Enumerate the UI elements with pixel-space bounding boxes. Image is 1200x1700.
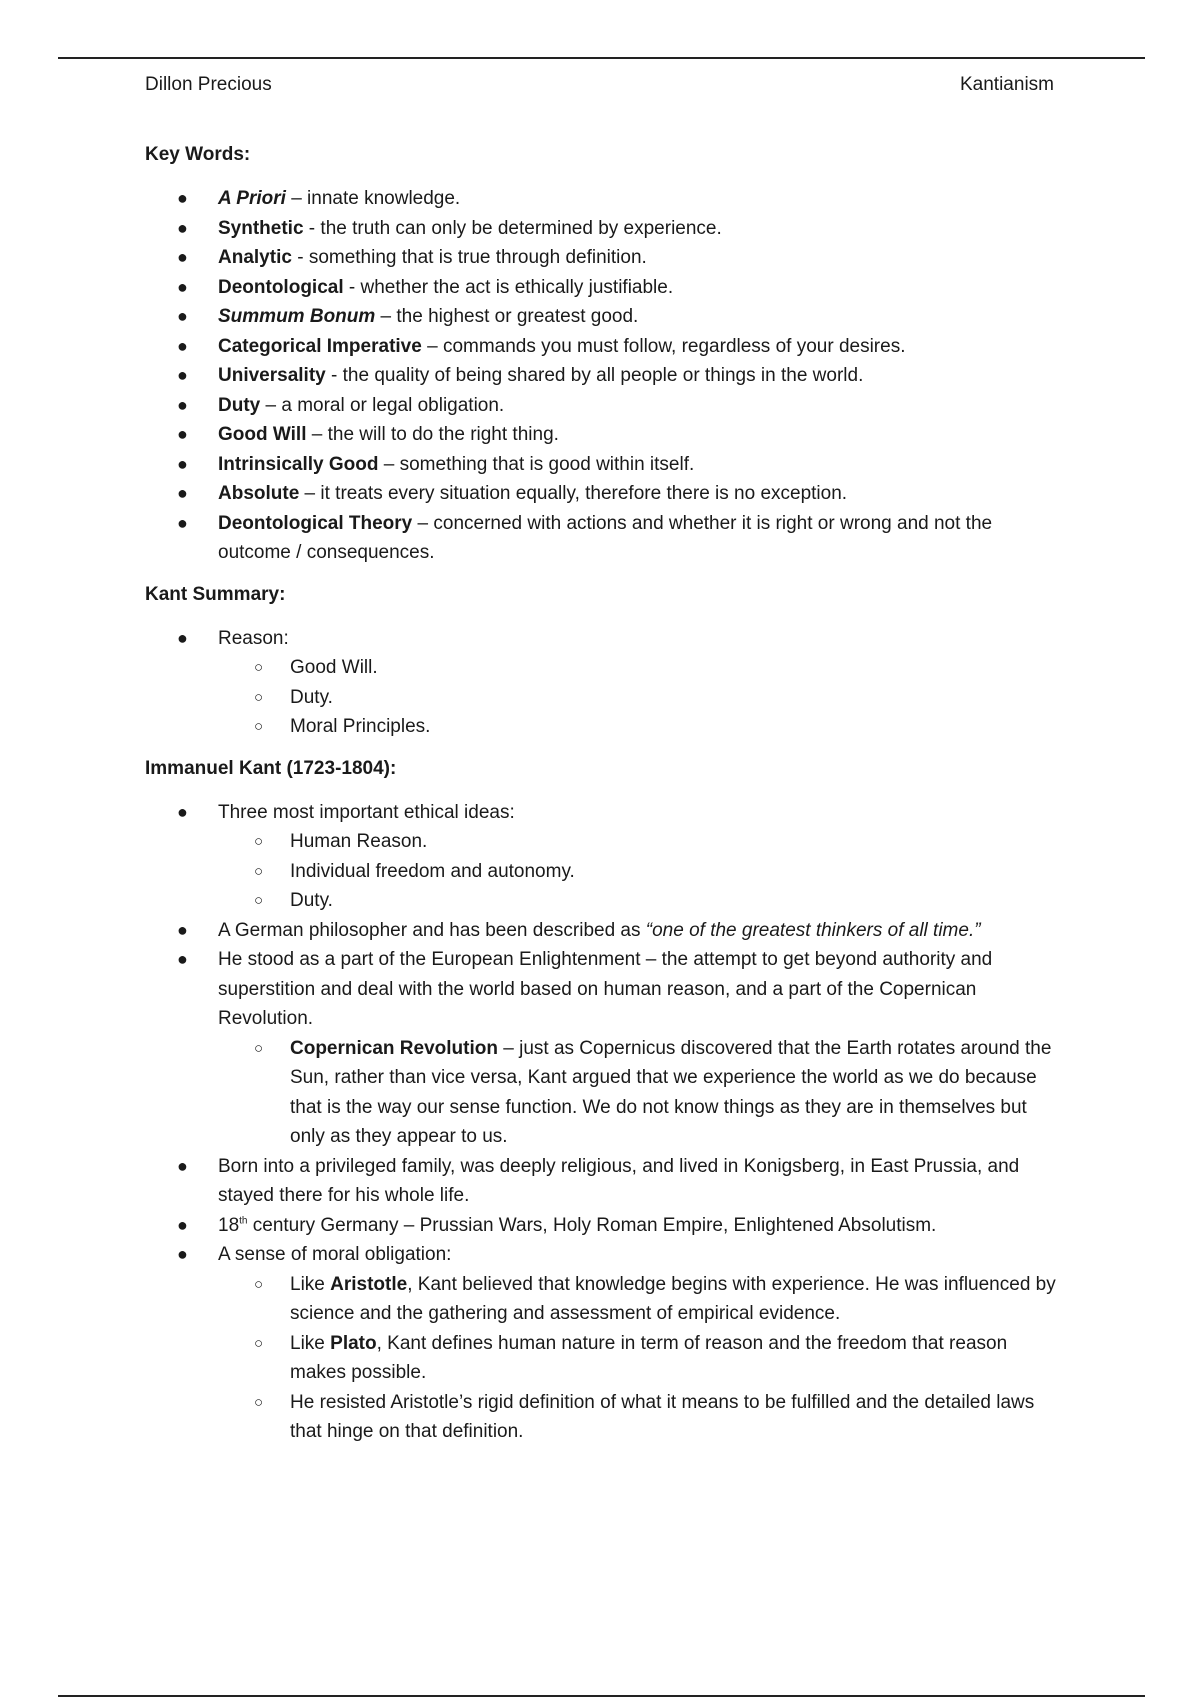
sub-list-item: ○ Human Reason.: [254, 831, 428, 852]
moral-sublist: [218, 1270, 1060, 1447]
kant-summary-list: [145, 624, 1060, 742]
sub-list-item: ○ Individual freedom and autonomy.: [254, 860, 575, 882]
sub-list-item: ○ He resisted Aristotle’s rigid definition of what it means to be fulfilled and the detailed laws that hinge on that definition.: [254, 1391, 1035, 1442]
reason-sublist: [218, 653, 1060, 742]
document-topic: Kantianism: [960, 74, 1054, 95]
list-item: ● Categorical Imperative – commands you must follow, regardless of your desires.: [177, 335, 906, 357]
sub-list-item: ○ Copernican Revolution – just as Copernicus discovered that the Earth rotates around the Sun, rather than vice versa, Kant argued that we experience the world as we do because that is the way our sense function. We do not know things as they are in themselves but only as they appear to us.: [254, 1037, 1052, 1147]
immanuel-kant-list: [145, 798, 1060, 1447]
list-item: ● He stood as a part of the European Enlightenment – the attempt to get beyond authority and superstition and deal with the world based on human reason, and a part of the Copernican Revolution. ○ Copernican Revolution – just as Copernicus discovered that the Earth rotates around the Sun, rather than vice versa, Kant argued that we experience the world as we do because that is the way our sense function. We do not know things as they are in themselves but only as they appear to us.: [145, 945, 1060, 1152]
list-item: ● Born into a privileged family, was deeply religious, and lived in Konigsberg, in East Prussia, and stayed there for his whole life.: [177, 1155, 1020, 1206]
list-item: ● Analytic - something that is true through definition.: [177, 247, 647, 268]
list-item: ● Reason: ○ Good Will. ○ Duty. ○ Moral Principles.: [145, 624, 1060, 742]
ideas-sublist: [218, 827, 1060, 916]
list-item: ● Deontological - whether the act is ethically justifiable.: [177, 276, 674, 298]
list-item: ● Deontological Theory – concerned with actions and whether it is right or wrong and not the outcome / consequences.: [177, 512, 993, 563]
list-item: ● Universality - the quality of being shared by all people or things in the world.: [177, 365, 864, 386]
sub-list-item: ○ Duty.: [254, 686, 333, 708]
list-item: ● Good Will – the will to do the right thing.: [177, 424, 559, 445]
sub-list-item: ○ Duty.: [254, 890, 333, 911]
list-item: ● Three most important ethical ideas: ○ Human Reason. ○ Individual freedom and autonomy. ○ Duty.: [145, 798, 1060, 916]
copernican-sublist: [218, 1034, 1060, 1152]
author-name: Dillon Precious: [145, 74, 272, 95]
key-words-heading: Key Words:: [145, 144, 251, 165]
list-item: ● Duty – a moral or legal obligation.: [177, 394, 505, 416]
list-item: ● Summum Bonum – the highest or greatest good.: [177, 306, 639, 327]
kant-summary-heading: Kant Summary:: [145, 583, 286, 605]
immanuel-kant-heading: Immanuel Kant (1723-1804):: [145, 757, 397, 779]
sub-list-item: ○ Moral Principles.: [254, 716, 431, 737]
header-rule: [58, 57, 1145, 59]
document-body: [145, 140, 1060, 1459]
list-item: ● 18th century Germany – Prussian Wars, Holy Roman Empire, Enlightened Absolutism.: [177, 1214, 937, 1236]
list-item: ● A Priori – innate knowledge.: [177, 188, 461, 209]
list-item: ● Absolute – it treats every situation equally, therefore there is no exception.: [177, 483, 848, 504]
list-item: ● A German philosopher and has been described as “one of the greatest thinkers of all time.”: [177, 919, 981, 941]
key-words-list: [145, 184, 1060, 568]
list-item: ● A sense of moral obligation: ○ Like Aristotle, Kant believed that knowledge begins with experience. He was influenced by science and the gathering and assessment of empirical evidence. ○ Like Plato, Kant defines human nature in term of reason and the freedom that reason makes possible. ○ He resisted Aristotle’s rigid definition of what it means to be fulfilled and the detailed laws that hinge on that definition.: [145, 1240, 1060, 1447]
footer-rule: [58, 1695, 1145, 1697]
list-item: ● Synthetic - the truth can only be determined by experience.: [177, 217, 722, 239]
sub-list-item: ○ Like Aristotle, Kant believed that knowledge begins with experience. He was influenced by science and the gathering and assessment of empirical evidence.: [254, 1273, 1056, 1324]
sub-list-item: ○ Like Plato, Kant defines human nature in term of reason and the freedom that reason makes possible.: [254, 1332, 1008, 1383]
list-item: ● Intrinsically Good – something that is good within itself.: [177, 453, 695, 475]
sub-list-item: ○ Good Will.: [254, 657, 378, 678]
